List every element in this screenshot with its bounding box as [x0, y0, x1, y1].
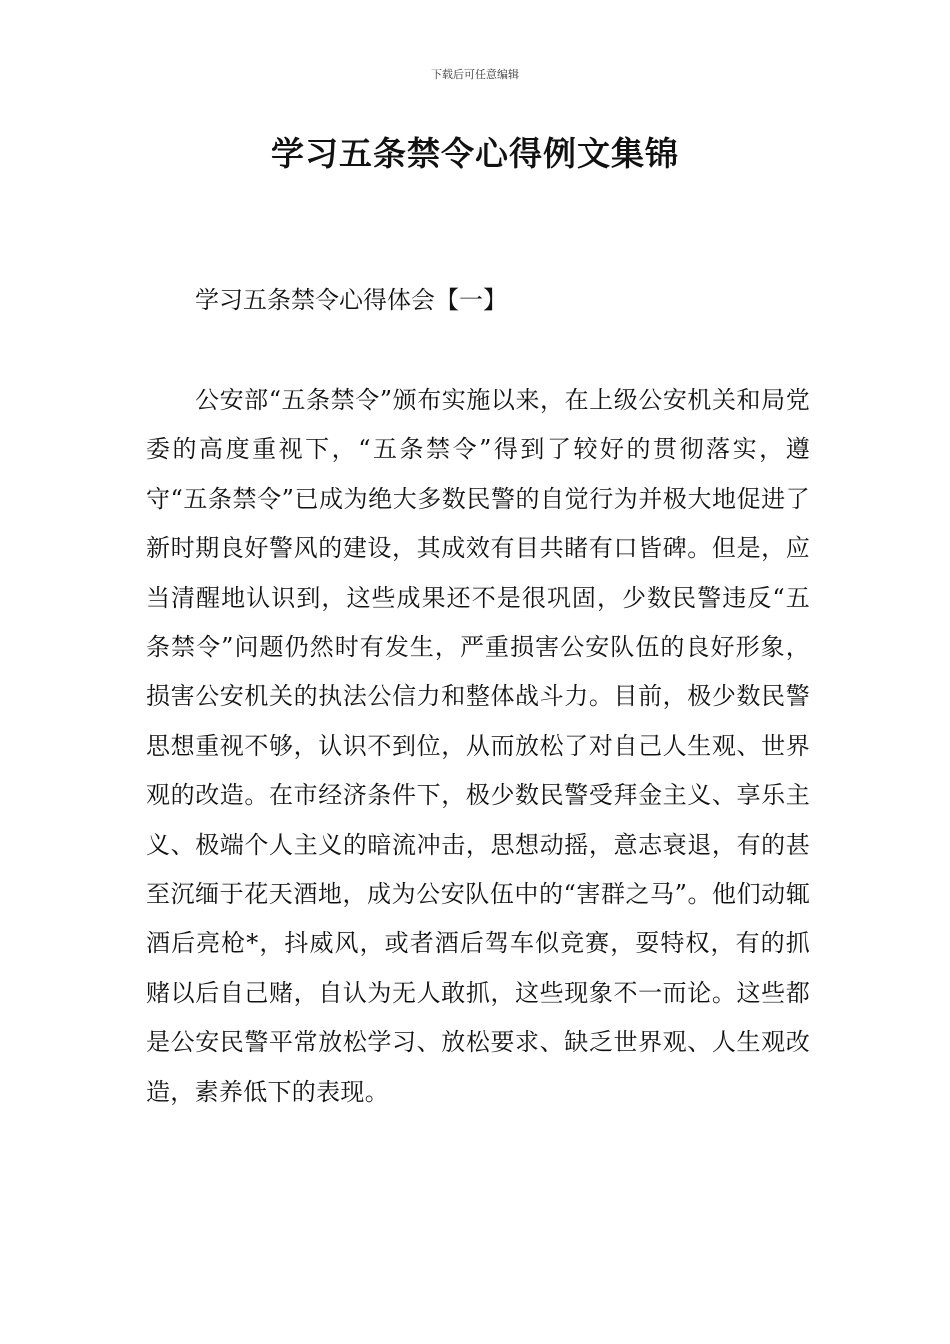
page-title: 学习五条禁令心得例文集锦	[271, 134, 679, 173]
section-heading: 学习五条禁令心得体会【一】	[195, 286, 507, 314]
body-paragraph: 公安部“五条禁令”颁布实施以来，在上级公安机关和局党委的高度重视下，“五条禁令”得到了较好的贯彻落实，遵守“五条禁令”已成为绝大多数民警的自觉行为并极大地促进了新时期良好警风的建设，其成效有目共睹有口皆碑。但是，应当清醒地认识到，这些成果还不是很巩固，少数民警违反“五条禁令”问题仍然时有发生，严重损害公安队伍的良好形象，损害公安机关的执法公信力和整体战斗力。目前，极少数民警思想重视不够，认识不到位，从而放松了对自己人生观、世界观的改造。在市经济条件下，极少数民警受拜金主义、享乐主义、极端个人主义的暗流冲击，思想动摇，意志衰退，有的甚至沉缅于花天酒地，成为公安队伍中的“害群之马”。他们动辄酒后亮枪*，抖威风，或者酒后驾车似竞赛，耍特权，有的抓赌以后自己赌，自认为无人敢抓，这些现象不一而论。这些都是公安民警平常放松学习、放松要求、缺乏世界观、人生观改造，素养低下的表现。	[146, 386, 810, 1106]
header-note: 下载后可任意编辑	[431, 68, 519, 81]
